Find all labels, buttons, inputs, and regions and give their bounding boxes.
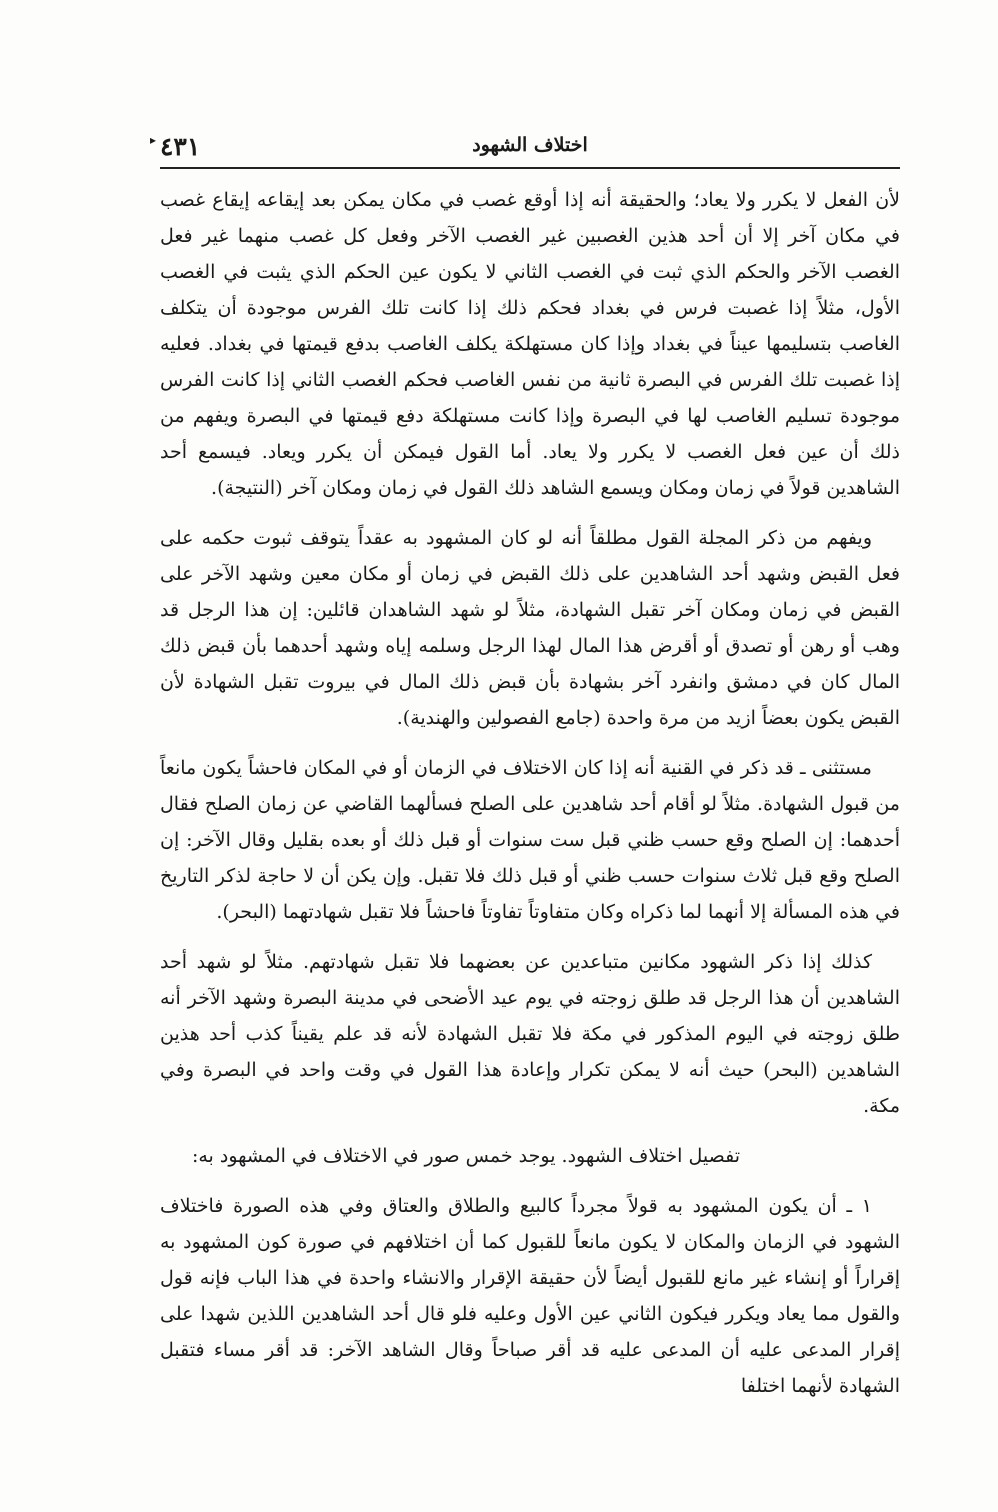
corner-mark: ▸ xyxy=(150,133,157,147)
paragraph-2: ويفهم من ذكر المجلة القول مطلقاً أنه لو كان المشهود به عقداً يتوقف ثبوت حكمه على فعل القبض وشهد أحد الشاهدين على ذلك القبض في زمان أو مكان معين وشهد الآخر على القبض في زمان ومكان آخر تقبل الشهادة، مثلاً لو شهد الشاهدان قائلين: إن هذا الرجل قد وهب أو رهن أو تصدق أو أقرض هذا المال لهذا الرجل وسلمه إياه وشهد أحدهما بأن قبض ذلك المال كان في دمشق وانفرد آخر بشهادة بأن قبض ذلك المال في بيروت تقبل الشهادة لأن القبض يكون بعضاً ازيد من مرة واحدة (جامع الفصولين والهندية). xyxy=(160,527,900,729)
paragraph-3: مستثنى ـ قد ذكر في القنية أنه إذا كان الاختلاف في الزمان أو في المكان فاحشاً يكون مانعاً من قبول الشهادة. مثلاً لو أقام أحد شاهدين على الصلح فسألهما القاضي عن زمان الصلح فقال أحدهما: إن الصلح وقع حسب ظني قبل ست سنوات أو قبل ذلك أو بعده بقليل وقال الآخر: إن الصلح وقع قبل ثلاث سنوات حسب ظني أو قبل ذلك فلا تقبل. وإن يكن أن لا حاجة لذكر التاريخ في هذه المسألة إلا أنهما لما ذكراه وكان متفاوتاً تفاوتاً فاحشاً فلا تقبل شهادتهما (البحر). xyxy=(160,757,900,923)
paragraph-4: كذلك إذا ذكر الشهود مكانين متباعدين عن بعضهما فلا تقبل شهادتهم. مثلاً لو شهد أحد الشاهدين أن هذا الرجل قد طلق زوجته في يوم عيد الأضحى في مدينة البصرة وشهد الآخر أنه طلق زوجته في اليوم المذكور في مكة فلا تقبل الشهادة لأنه قد علم يقيناً كذب أحد هذين الشاهدين (البحر) حيث أنه لا يمكن تكرار وإعادة هذا القول في وقت واحد في البصرة وفي مكة. xyxy=(160,951,900,1117)
paragraph-1: لأن الفعل لا يكرر ولا يعاد؛ والحقيقة أنه إذا أوقع غصب في مكان يمكن بعد إيقاعه إيقاع غصب في مكان آخر إلا أن أحد هذين الغصبين غير الغصب الآخر وفعل كل غصب منهما غير فعل الغصب الآخر والحكم الذي ثبت في الغصب الثاني لا يكون عين الحكم الذي يثبت في الغصب الأول، مثلاً إذا غصبت فرس في بغداد فحكم ذلك إذا كانت تلك الفرس موجودة أن يتكلف الغاصب بتسليمها عيناً في بغداد وإذا كان مستهلكة يكلف الغاصب بدفع قيمتها في بغداد. فعليه إذا غصبت تلك الفرس في البصرة ثانية من نفس الغاصب فحكم الغصب الثاني إذا كانت الفرس موجودة تسليم الغاصب لها في البصرة وإذا كانت مستهلكة دفع قيمتها في البصرة ويفهم من ذلك أن عين فعل الغصب لا يكرر ولا يعاد. أما القول فيمكن أن يكرر ويعاد. فيسمع أحد الشاهدين قولاً في زمان ومكان ويسمع الشاهد ذلك القول في زمان ومكان آخر (النتيجة). xyxy=(160,189,901,499)
paragraph-6: ١ ـ أن يكون المشهود به قولاً مجرداً كالبيع والطلاق والعتاق وفي هذه الصورة فاختلاف الشهود في الزمان والمكان لا يكون مانعاً للقبول كما أن اختلافهم في صورة كون المشهود به إقراراً أو إنشاء غير مانع للقبول أيضاً لأن حقيقة الإقرار والانشاء واحدة في هذا الباب فإنه قول والقول مما يعاد ويكرر فيكون الثاني عين الأول وعليه فلو قال أحد الشاهدين اللذين شهدا على إقرار المدعى عليه أن المدعى عليه قد أقر صباحاً وقال الشاهد الآخر: قد أقر مساء فتقبل الشهادة لأنهما اختلفا xyxy=(160,1195,900,1397)
paragraph-5: تفصيل اختلاف الشهود. يوجد خمس صور في الاختلاف في المشهود به: xyxy=(191,1145,740,1167)
header-rule xyxy=(160,167,900,169)
body-text xyxy=(160,182,900,1418)
page-header xyxy=(160,132,900,166)
page-number: ٤٣١ xyxy=(160,132,201,161)
running-title: اختلاف الشهود xyxy=(472,134,588,156)
